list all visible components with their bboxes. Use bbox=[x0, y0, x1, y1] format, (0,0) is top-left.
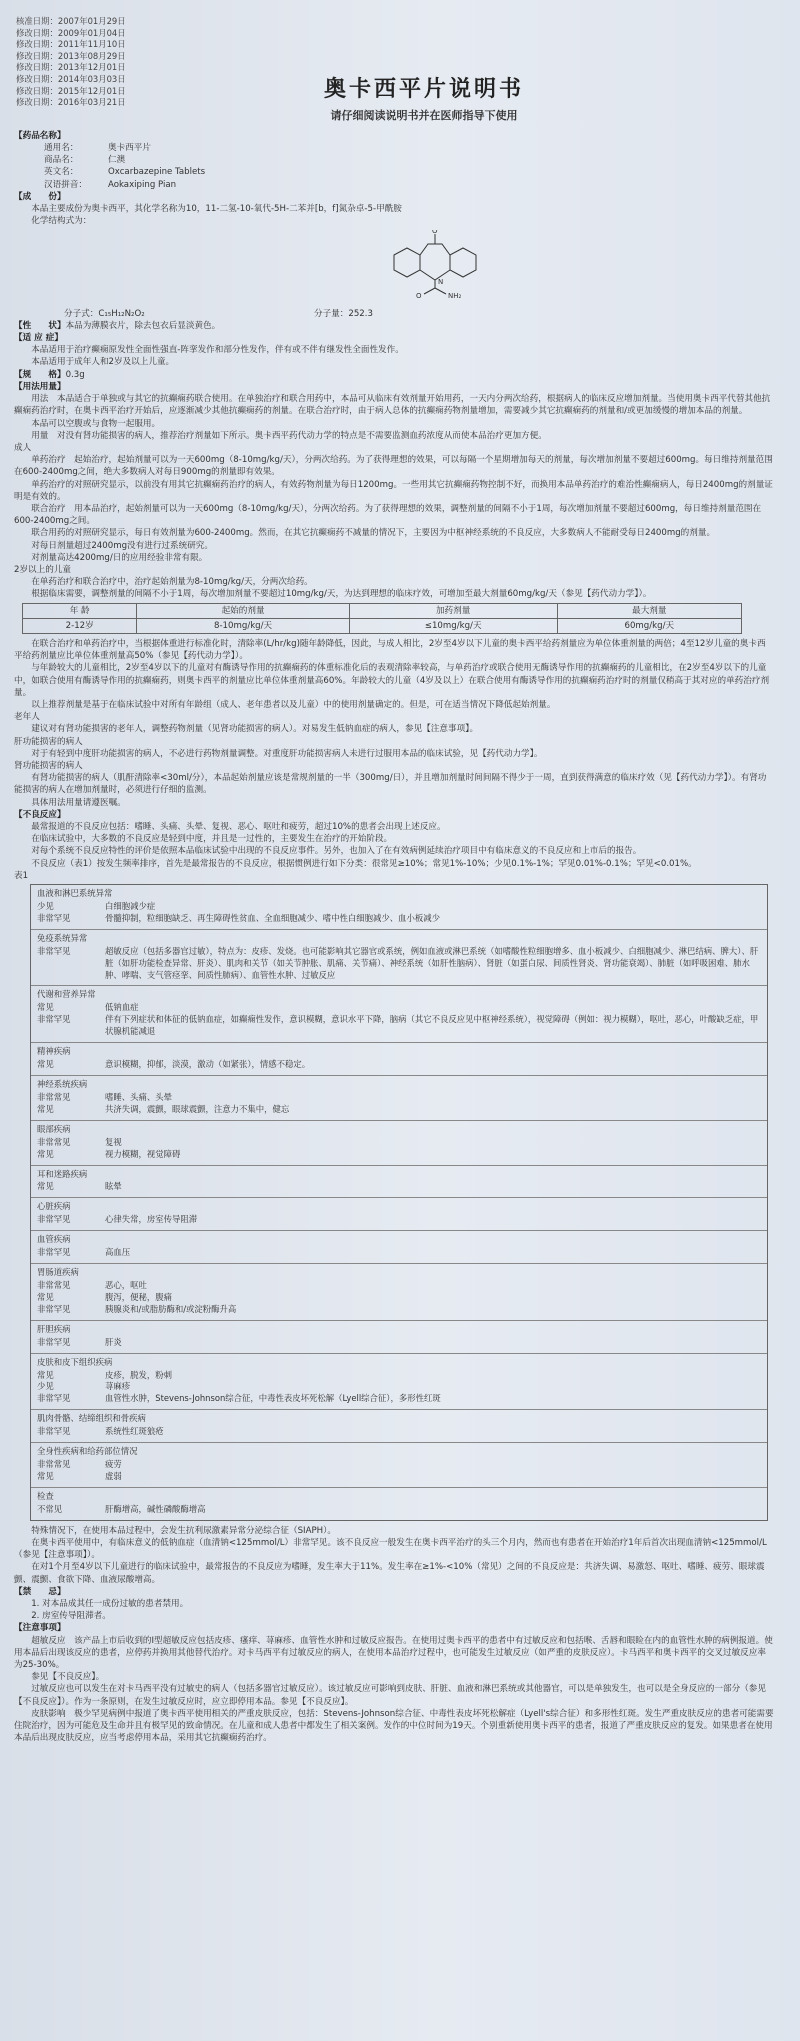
usage-paragraph: 单药治疗 起始治疗，起始剂量可以为一天600mg（8-10mg/kg/天），分两次给药。为了获得理想的效果，可以每隔一个星期增加每天的剂量，每次增加剂量不要超过600mg。每日维持剂量范围在600-2400mg之间，绝大多数病人对每日900mg的剂量即有效果。 bbox=[14, 455, 773, 478]
ae-description: 伴有下列症状和体征的低钠血症，如癫痫性发作，意识模糊，意识水平下降，脑病（其它不良反应见中枢神经系统），视觉障碍（例如：视力模糊），呕吐，恶心，叶酸缺乏症，甲状腺机能减退 bbox=[105, 1014, 759, 1037]
ae-frequency: 常见 bbox=[37, 1181, 54, 1192]
adverse-reaction-table bbox=[30, 884, 768, 1521]
section-adverse-reactions bbox=[14, 809, 774, 1586]
ae-frequency: 非常罕见 bbox=[37, 1426, 71, 1437]
subheading-elderly: 老年人 bbox=[14, 712, 40, 723]
section-header: 【注意事项】 bbox=[14, 1623, 66, 1634]
ae-frequency: 非常罕见 bbox=[37, 1214, 71, 1225]
contra-item: 1. 对本品成其任一成份过敏的患者禁用。 bbox=[31, 1598, 189, 1609]
ae-description: 复视 bbox=[105, 1136, 122, 1147]
composition-text: 本品主要成份为奥卡西平，其化学名称为10，11-二氢-10-氧代-5H-二苯并[b，f]氮杂卓-5-甲酰胺 bbox=[31, 204, 402, 215]
ae-system-name: 免疫系统异常 bbox=[37, 932, 88, 943]
ae-paragraph: 最常报道的不良反应包括：嗜睡、头痛、头晕、复视、恶心、呕吐和疲劳，超过10%的患者会出现上述反应。 bbox=[31, 822, 446, 832]
ae-frequency: 非常罕见 bbox=[37, 912, 71, 923]
usage-paragraph: 用法 本品适合于单独或与其它的抗癫痫药联合使用。在单独治疗和联合用药中，本品可从临床有效剂量开始用药，一天内分两次给药，根据病人的临床反应增加剂量。当使用奥卡西平代替其他抗癫痫药治疗时，在奥卡西平治疗开始后，应逐渐减少其他抗癫痫药的剂量。在联合治疗时，由于病人总体的抗癫痫药物剂量增加，需要减少其它抗癫痫药的剂量和/或更加缓慢的增加本品的剂量。 bbox=[14, 394, 771, 417]
ae-row bbox=[37, 1381, 761, 1393]
ae-row bbox=[37, 1247, 761, 1259]
ae-description: 荨麻疹 bbox=[105, 1381, 131, 1392]
ae-description: 血管性水肿，Stevens-Johnson综合征，中毒性表皮坏死松解（Lyell综合征），多形性红斑 bbox=[105, 1393, 441, 1404]
ae-group bbox=[31, 1120, 767, 1165]
revision-date: 修改日期：2011年11月10日 bbox=[16, 39, 126, 50]
ae-group bbox=[31, 1230, 767, 1263]
ae-group bbox=[31, 1042, 767, 1075]
section-header: 【用法用量】 bbox=[14, 381, 66, 392]
name-row bbox=[14, 166, 774, 178]
name-label: 汉语拼音： bbox=[44, 179, 87, 190]
revision-date: 修改日期：2014年03月03日 bbox=[16, 73, 126, 84]
ae-row bbox=[37, 1104, 761, 1116]
ae-frequency: 常见 bbox=[37, 1470, 54, 1481]
section-header: 【成 份】 bbox=[14, 191, 66, 202]
ae-row bbox=[37, 1214, 761, 1226]
ae-frequency: 不常见 bbox=[37, 1503, 63, 1514]
ae-group bbox=[31, 985, 767, 1042]
ae-group bbox=[31, 1165, 767, 1198]
usage-paragraph: 联合用药的对照研究显示，每日有效剂量为600-2400mg。然而，在其它抗癫痫药不减量的情况下，主要因为中枢神经系统的不良反应，大多数病人不能耐受每日2400mg的剂量。 bbox=[31, 528, 716, 539]
ae-paragraph: 特殊情况下，在使用本品过程中，会发生抗利尿激素异常分泌综合征（SIAPH）。 bbox=[31, 1525, 336, 1536]
ae-frequency: 非常常见 bbox=[37, 1279, 71, 1290]
usage-paragraph: 以上推荐剂量是基于在临床试验中对所有年龄组（成人、老年患者以及儿童）中的使用剂量确定的。但是，可在适当情况下降低起始剂量。 bbox=[31, 699, 556, 710]
usage-paragraph: 与年龄较大的儿童相比，2岁至4岁以下的儿童对有酶诱导作用的抗癫痫药的体重标准化后的表观清除率较高，与单药治疗或联合使用无酶诱导作用的抗癫痫药的儿童相比，在2岁至4岁以下的儿童中，如联合使用有酶诱导作用的抗癫痫药，则奥卡西平的剂量应比单位体重剂量高60%。年龄较大的儿童（4岁及以上）在联合使用有酶诱导作用的抗癫痫药治疗时的剂量仅稍高于其对应的单药治疗剂量。 bbox=[14, 663, 770, 698]
svg-text:NH₂: NH₂ bbox=[448, 292, 462, 301]
document-title: 奥卡西平片说明书 bbox=[323, 76, 524, 102]
ae-system-name: 皮肤和皮下组织疾病 bbox=[37, 1356, 113, 1367]
ae-row bbox=[37, 913, 761, 925]
section-header: 【禁 忌】 bbox=[14, 1586, 66, 1597]
ae-frequency: 少见 bbox=[37, 1381, 54, 1392]
name-label: 通用名： bbox=[44, 143, 79, 154]
dose-table bbox=[22, 603, 742, 634]
indication-line: 本品适用于成年人和2岁及以上儿童。 bbox=[31, 357, 175, 368]
table-header: 年 龄 bbox=[23, 603, 137, 618]
ae-frequency: 非常罕见 bbox=[37, 1247, 71, 1258]
usage-paragraph: 用量 对没有肾功能损害的病人，推荐治疗剂量如下所示。奥卡西平药代动力学的特点是不需要监测血药浓度从而使本品治疗更加方便。 bbox=[31, 430, 547, 441]
contra-item: 2. 房室传导阻滞者。 bbox=[31, 1611, 111, 1622]
section-contraindications bbox=[14, 1586, 774, 1623]
table-header: 最大剂量 bbox=[557, 603, 741, 618]
ae-frequency: 少见 bbox=[37, 900, 54, 911]
ae-frequency: 常见 bbox=[37, 1002, 54, 1013]
ae-group bbox=[31, 1197, 767, 1230]
usage-paragraph: 在单药治疗和联合治疗中，治疗起始剂量为8-10mg/kg/天，分两次给药。 bbox=[31, 577, 313, 588]
ae-frequency: 非常罕见 bbox=[37, 1014, 71, 1025]
chemical-structure-icon bbox=[374, 230, 514, 300]
revision-date: 修改日期：2016年03月21日 bbox=[16, 97, 126, 108]
section-header: 【不良反应】 bbox=[14, 809, 66, 820]
ae-row bbox=[37, 1014, 761, 1038]
ae-system-name: 血管疾病 bbox=[37, 1234, 71, 1245]
ae-frequency: 非常罕见 bbox=[37, 945, 71, 956]
usage-paragraph: 对于有轻到中度肝功能损害的病人，不必进行药物剂量调整。对重度肝功能损害病人未进行过服用本品的临床试验，见【药代动力学】。 bbox=[31, 748, 543, 759]
ae-description: 低钠血症 bbox=[105, 1002, 139, 1013]
ae-group bbox=[31, 1442, 767, 1487]
usage-paragraph: 具体用法用量请遵医嘱。 bbox=[31, 797, 126, 808]
name-row bbox=[14, 142, 774, 154]
name-label: 商品名： bbox=[44, 155, 79, 166]
subheading-child: 2岁以上的儿童 bbox=[14, 564, 72, 575]
table-cell: 8-10mg/kg/天 bbox=[137, 618, 349, 633]
revision-dates bbox=[16, 16, 126, 109]
svg-text:O: O bbox=[416, 292, 422, 301]
ae-row bbox=[37, 1181, 761, 1193]
ae-description: 疲劳 bbox=[105, 1459, 122, 1470]
name-value: 奥卡西平片 bbox=[108, 143, 151, 154]
character-text: 本品为薄膜衣片，除去包衣后显淡黄色。 bbox=[65, 320, 221, 331]
ae-description: 肝炎 bbox=[105, 1336, 122, 1347]
ae-frequency: 常见 bbox=[37, 1148, 54, 1159]
usage-paragraph: 根据临床需要，调整剂量的间隔不小于1周，每次增加剂量不要超过10mg/kg/天，为达到理想的临床疗效，可增加至最大剂量60mg/kg/天（参见【药代动力学】）。 bbox=[31, 589, 652, 600]
usage-paragraph: 对每日剂量超过2400mg没有进行过系统研究。 bbox=[31, 540, 213, 551]
table-header: 起始的剂量 bbox=[137, 603, 349, 618]
subheading-adult: 成人 bbox=[14, 442, 32, 453]
ae-system-name: 代谢和营养异常 bbox=[37, 989, 96, 1000]
ae-description: 皮疹，脱发，粉刺 bbox=[105, 1369, 172, 1380]
name-value: Aokaxiping Pian bbox=[108, 179, 177, 190]
ae-description: 眩晕 bbox=[105, 1181, 122, 1192]
formula-row bbox=[14, 308, 774, 320]
revision-date: 修改日期：2015年12月01日 bbox=[16, 85, 126, 96]
precaution-paragraph: 超敏反应 该产品上市后收到的Ⅰ型超敏反应包括皮疹、瘙痒、荨麻疹、血管性水肿和过敏反应报告。在使用过奥卡西平的患者中有过敏反应和包括喉、舌唇和眼睑在内的血管性水肿的病例报道。使用本品后出现该反应的患者，应停药并换用其他替代治疗。对卡马西平有过敏反应的病人，在使用本品治疗过程中，也可能发生过敏反应（如严重的皮肤反应）。卡马西平和奥卡西平的交叉过敏反应率为25-30%。 bbox=[14, 1635, 773, 1670]
ae-row bbox=[37, 1292, 761, 1304]
usage-paragraph: 在联合治疗和单药治疗中，当根据体重进行标准化时，清除率(L/hr/kg)随年龄降低，因此，与成人相比，2岁至4岁以下儿童的奥卡西平给药剂量应为单位体重剂量的两倍；4至12岁儿童的奥卡西平给药剂量应比单位体重剂量高50%（参见【药代动力学】）。 bbox=[14, 638, 766, 662]
name-value: Oxcarbazepine Tablets bbox=[108, 167, 206, 178]
ae-description: 白细胞减少症 bbox=[105, 900, 156, 911]
ae-row bbox=[37, 1002, 761, 1014]
ae-description: 虚弱 bbox=[105, 1470, 122, 1481]
table-header-row bbox=[23, 603, 742, 618]
ae-system-name: 心脏疾病 bbox=[37, 1201, 71, 1212]
ae-description: 恶心，呕吐 bbox=[105, 1279, 147, 1290]
table-cell: 2-12岁 bbox=[23, 618, 137, 633]
ae-row bbox=[37, 1149, 761, 1161]
section-drug-name bbox=[14, 130, 774, 191]
ae-description: 视力模糊，视觉障碍 bbox=[105, 1148, 181, 1159]
section-composition bbox=[14, 191, 774, 320]
ae-system-name: 神经系统疾病 bbox=[37, 1079, 88, 1089]
subheading-hepatic: 肝功能损害的病人 bbox=[14, 736, 83, 747]
ae-frequency: 非常常见 bbox=[37, 1136, 71, 1147]
ae-system-name: 耳和迷路疾病 bbox=[37, 1168, 88, 1179]
ae-row bbox=[37, 1426, 761, 1438]
section-header: 【规 格】 bbox=[14, 369, 66, 380]
ae-system-name: 全身性疾病和给药部位情况 bbox=[37, 1446, 138, 1457]
ae-group bbox=[31, 1409, 767, 1442]
ae-description: 共济失调，震颤，眼球震颤，注意力不集中，健忘 bbox=[105, 1103, 290, 1114]
ae-row bbox=[37, 1504, 761, 1516]
ae-system-name: 肌肉骨骼、结缔组织和骨疾病 bbox=[37, 1413, 146, 1424]
section-character bbox=[14, 320, 774, 332]
precaution-paragraph: 参见【不良反应】。 bbox=[31, 1672, 105, 1683]
ae-frequency: 常见 bbox=[37, 1059, 54, 1070]
ae-description: 高血压 bbox=[105, 1247, 131, 1258]
usage-paragraph: 单药治疗的对照研究显示，以前没有用其它抗癫痫药治疗的病人，有效药物剂量为每日1200mg。一些用其它抗癫痫药物控制不好，而换用本品单药治疗的难治性癫痫病人，每日2400mg的剂量证明是有效的。 bbox=[14, 479, 773, 502]
table-cell: ≤10mg/kg/天 bbox=[349, 618, 557, 633]
molecular-weight: 分子量：252.3 bbox=[314, 308, 373, 319]
name-row bbox=[14, 154, 774, 166]
svg-text:O: O bbox=[432, 230, 438, 236]
ae-row bbox=[37, 1092, 761, 1104]
ae-description: 肝酶增高，碱性磷酸酶增高 bbox=[105, 1503, 206, 1514]
ae-group bbox=[31, 1320, 767, 1353]
ae-paragraph: 在奥卡西平使用中，有临床意义的低钠血症（血清钠<125mmol/L）非常罕见。该不良反应一般发生在奥卡西平治疗的头三个月内，然而也有患者在开始治疗1年后首次出现血清钠<125mmol/L（参见【注意事项】）。 bbox=[14, 1537, 767, 1561]
document-subtitle: 请仔细阅读说明书并在医师指导下使用 bbox=[330, 109, 518, 123]
svg-text:N: N bbox=[438, 278, 444, 287]
revision-date: 修改日期：2013年08月29日 bbox=[16, 50, 126, 61]
ae-group bbox=[31, 885, 767, 929]
ae-paragraph: 在临床试验中，大多数的不良反应是轻到中度，并且是一过性的，主要发生在治疗的开始阶段。 bbox=[31, 834, 393, 845]
ae-frequency: 非常罕见 bbox=[37, 1336, 71, 1347]
ae-group bbox=[31, 1353, 767, 1410]
usage-paragraph: 对剂量高达4200mg/日的应用经验非常有限。 bbox=[31, 552, 208, 563]
ae-row bbox=[37, 1137, 761, 1149]
precaution-paragraph: 过敏反应也可以发生在对卡马西平没有过敏史的病人（包括多器官过敏反应）。该过敏反应可影响到皮肤、肝脏、血液和淋巴系统或其他器官，可以是单独发生，也可以是全身反应的一部分（参见【不良反应】）。作为一条原则，在发生过敏反应时，应立即停用本品。参见【不良反应】。 bbox=[14, 1684, 766, 1707]
usage-paragraph: 建议对有肾功能损害的老年人，调整药物剂量（见肾功能损害的病人）。对易发生低钠血症的病人，参见【注意事项】。 bbox=[31, 724, 479, 735]
table-header: 加药剂量 bbox=[349, 603, 557, 618]
ae-description: 意识模糊，抑郁，淡漠，激动（如紧张），情感不稳定。 bbox=[105, 1059, 311, 1070]
ae-description: 嗜睡、头痛、头晕 bbox=[105, 1091, 172, 1102]
usage-paragraph: 联合治疗 用本品治疗，起始剂量可以为一天600mg（8-10mg/kg/天），分两次给药。为了获得理想的效果，调整剂量的间隔不小于1周，每次增加剂量不要超过600mg，每日维持剂量范围在600-2400mg之间。 bbox=[14, 503, 762, 527]
ae-row bbox=[37, 1370, 761, 1382]
ae-description: 系统性红斑狼疮 bbox=[105, 1426, 164, 1437]
section-header: 【药品名称】 bbox=[14, 130, 66, 141]
usage-paragraph: 有肾功能损害的病人（肌酐清除率<30ml/分），本品起始剂量应该是常规剂量的一半（300mg/日），并且增加剂量时间间隔不得少于一周，直到获得满意的临床疗效（见【药代动力学】）。有肾功能损害的病人在增加剂量时，必须进行仔细的监测。 bbox=[14, 773, 767, 796]
ae-row bbox=[37, 1280, 761, 1292]
ae-row bbox=[37, 1337, 761, 1349]
subheading-renal: 肾功能损害的病人 bbox=[14, 760, 83, 771]
table-label: 表1 bbox=[14, 870, 29, 881]
section-indications bbox=[14, 332, 774, 369]
ae-frequency: 常见 bbox=[37, 1291, 54, 1302]
name-label: 英文名： bbox=[44, 167, 79, 178]
ae-row bbox=[37, 1059, 761, 1071]
ae-system-name: 精神疾病 bbox=[37, 1046, 71, 1057]
ae-frequency: 非常常见 bbox=[37, 1091, 71, 1102]
ae-paragraph: 在对1个月至4岁以下儿童进行的临床试验中，最常报告的不良反应为嗜睡，发生率大于11%。发生率在≥1%-<10%（常见）之间的不良反应是：共济失调、易激怒、呕吐、嗜睡、疲劳、眼球震颤、震颤、食欲下降、血液尿酸增高。 bbox=[14, 1562, 765, 1585]
table-cell: 60mg/kg/天 bbox=[557, 618, 741, 633]
section-header: 【适 应 症】 bbox=[14, 333, 63, 344]
ae-frequency: 非常罕见 bbox=[37, 1393, 71, 1404]
section-precautions bbox=[14, 1622, 774, 1744]
ae-frequency: 常见 bbox=[37, 1369, 54, 1380]
ae-group bbox=[31, 1263, 767, 1320]
ae-frequency: 非常常见 bbox=[37, 1459, 71, 1470]
ae-row bbox=[37, 1459, 761, 1471]
ae-system-name: 肝胆疾病 bbox=[37, 1323, 71, 1334]
ae-description: 胰腺炎和/或脂肪酶和/或淀粉酶升高 bbox=[105, 1303, 237, 1314]
precaution-paragraph: 皮肤影响 极少罕见病例中报道了奥卡西平使用相关的严重皮肤反应，包括：Stevens-Johnson综合征、中毒性表皮坏死松解症（Lyell's综合征）和多形性红斑。发生严重皮肤反应的患者可能需要住院治疗，因为可能危及生命并且有极罕见的致命情况。在儿童和成人患者中都发生了相关案例。发作的中位时间为19天。个别重新使用奥卡西平的患者，报道了严重皮肤反应的复发。如果患者在使用本品后出现皮肤反应，应当考虑停用本品，采用其它抗癫痫药治疗。 bbox=[14, 1708, 774, 1744]
revision-date: 修改日期：2009年01月04日 bbox=[16, 27, 126, 38]
table-row bbox=[23, 618, 742, 633]
ae-system-name: 血液和淋巴系统异常 bbox=[37, 888, 113, 899]
ae-paragraph: 对每个系统不良反应特性的评价是依照本品临床试验中出现的不良反应事件。另外，也加入了在有效病例延续治疗项目中有临床意义的不良反应和上市后的报告。 bbox=[31, 846, 642, 857]
ae-description: 心律失常，房室传导阻滞 bbox=[105, 1214, 198, 1225]
section-spec bbox=[14, 369, 774, 381]
ae-row bbox=[37, 1304, 761, 1316]
ae-row bbox=[37, 946, 761, 982]
name-row bbox=[14, 179, 774, 191]
ae-paragraph: 不良反应（表1）按发生频率排序，首先是最常报告的不良反应，根据惯例进行如下分类：很常见≥10%；常见1%-10%；少见0.1%-1%；罕见0.01%-0.1%；罕见<0.01%。 bbox=[31, 858, 697, 869]
ae-row bbox=[37, 1471, 761, 1483]
ae-description: 骨髓抑制，粒细胞缺乏、再生障碍性贫血、全血细胞减少、嗜中性白细胞减少、血小板减少 bbox=[105, 912, 440, 923]
section-usage bbox=[14, 381, 774, 809]
ae-frequency: 非常罕见 bbox=[37, 1303, 71, 1314]
ae-description: 腹泻，便秘，腹痛 bbox=[105, 1291, 172, 1302]
ae-row bbox=[37, 1393, 761, 1405]
ae-group bbox=[31, 1075, 767, 1120]
ae-group bbox=[31, 929, 767, 986]
section-header: 【性 状】 bbox=[14, 320, 66, 331]
name-value: 仁澳 bbox=[108, 155, 126, 166]
ae-frequency: 常见 bbox=[37, 1103, 54, 1114]
structure-label: 化学结构式为： bbox=[31, 216, 92, 227]
spec-text: 0.3g bbox=[65, 369, 85, 380]
ae-group bbox=[31, 1487, 767, 1520]
ae-system-name: 检查 bbox=[37, 1490, 54, 1501]
ae-description: 超敏反应（包括多器官过敏），特点为：皮疹、发烧。也可能影响其它器官或系统，例如血液或淋巴系统（如嗜酸性粒细胞增多、血小板减少、白细胞减少、淋巴结病、脾大）、肝脏（如肝功能检查异常、肝炎）、肌肉和关节（如关节肿胀、肌痛、关节痛）、神经系统（如肝性脑病）、肾脏（如蛋白尿、间质性肾炎、肾功能衰竭）、肺脏（如呼吸困难、肺水肿、哮喘、支气管痉挛、间质性肺病）、血管性水肿、过敏反应 bbox=[105, 945, 759, 980]
ae-system-name: 胃肠道疾病 bbox=[37, 1267, 79, 1278]
usage-paragraph: 本品可以空腹或与食物一起服用。 bbox=[31, 418, 161, 429]
ae-system-name: 眼部疾病 bbox=[37, 1123, 71, 1134]
revision-date: 核准日期：2007年01月29日 bbox=[16, 16, 126, 26]
molecular-formula: 分子式：C₁₅H₁₂N₂O₂ bbox=[64, 308, 145, 319]
indication-line: 本品适用于治疗癫痫原发性全面性强直-阵挛发作和部分性发作，伴有或不伴有继发性全面性发作。 bbox=[31, 345, 404, 356]
revision-date: 修改日期：2013年12月01日 bbox=[16, 62, 126, 73]
ae-row bbox=[37, 901, 761, 913]
